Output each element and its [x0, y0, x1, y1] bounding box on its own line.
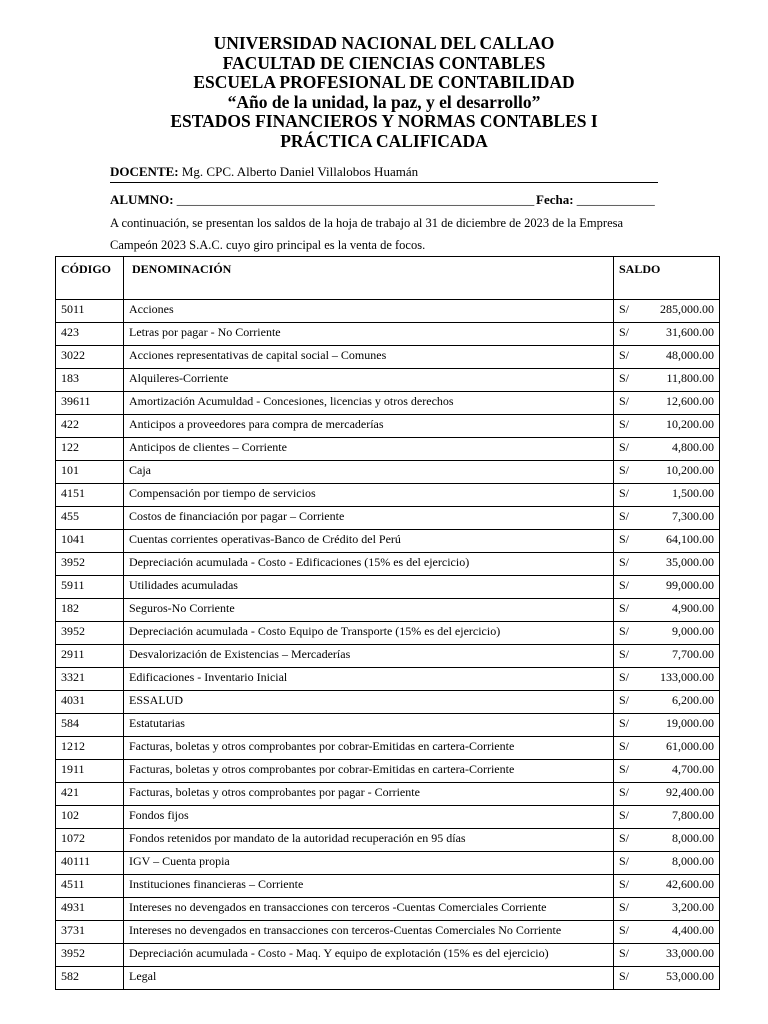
account-balance [614, 691, 720, 714]
account-name: Acciones representativas de capital social – Comunes [124, 346, 614, 369]
table-row [56, 944, 720, 967]
account-code: 3952 [56, 622, 124, 645]
balance-amount: 3,200.00 [672, 900, 714, 914]
docente-line [110, 164, 658, 183]
table-row [56, 668, 720, 691]
balance-amount: 10,200.00 [666, 463, 714, 477]
currency-symbol: S/ [619, 624, 630, 638]
account-name: Fondos fijos [124, 806, 614, 829]
balance-amount: 7,800.00 [672, 808, 714, 822]
account-balance [614, 829, 720, 852]
docente-label: DOCENTE: [110, 164, 179, 179]
docente-value: Mg. CPC. Alberto Daniel Villalobos Huamán [181, 164, 419, 179]
balance-amount: 285,000.00 [660, 302, 714, 316]
currency-symbol: S/ [619, 578, 630, 592]
balance-amount: 99,000.00 [666, 578, 714, 592]
account-balance [614, 944, 720, 967]
account-balance [614, 392, 720, 415]
account-name: Instituciones financieras – Corriente [124, 875, 614, 898]
account-name: Alquileres-Corriente [124, 369, 614, 392]
balance-amount: 33,000.00 [666, 946, 714, 960]
table-row [56, 714, 720, 737]
account-name: Costos de financiación por pagar – Corriente [124, 507, 614, 530]
table-row [56, 438, 720, 461]
account-balance [614, 530, 720, 553]
table-row [56, 415, 720, 438]
faculty-title: FACULTAD DE CIENCIAS CONTABLES [222, 52, 546, 73]
currency-symbol: S/ [619, 693, 630, 707]
table-row [56, 921, 720, 944]
account-code: 3952 [56, 944, 124, 967]
account-code: 4511 [56, 875, 124, 898]
table-row [56, 691, 720, 714]
table-row [56, 829, 720, 852]
balance-amount: 19,000.00 [666, 716, 714, 730]
account-balance [614, 438, 720, 461]
table-row [56, 300, 720, 323]
table-row [56, 622, 720, 645]
account-name: Cuentas corrientes operativas-Banco de Crédito del Perú [124, 530, 614, 553]
alumno-line [110, 192, 658, 208]
account-name: Desvalorización de Existencias – Mercaderías [124, 645, 614, 668]
account-name: Utilidades acumuladas [124, 576, 614, 599]
account-balance [614, 622, 720, 645]
account-name: Facturas, boletas y otros comprobantes por cobrar-Emitidas en cartera-Corriente [124, 760, 614, 783]
balance-amount: 7,300.00 [672, 509, 714, 523]
balance-amount: 7,700.00 [672, 647, 714, 661]
account-balance [614, 921, 720, 944]
currency-symbol: S/ [619, 647, 630, 661]
course-title: ESTADOS FINANCIEROS Y NORMAS CONTABLES I [170, 111, 598, 132]
table-row [56, 599, 720, 622]
currency-symbol: S/ [619, 417, 630, 431]
table-row [56, 967, 720, 990]
currency-symbol: S/ [619, 923, 630, 937]
account-code: 3952 [56, 553, 124, 576]
balance-amount: 1,500.00 [672, 486, 714, 500]
account-code: 1212 [56, 737, 124, 760]
account-balance [614, 300, 720, 323]
currency-symbol: S/ [619, 877, 630, 891]
table-row [56, 461, 720, 484]
account-balance [614, 323, 720, 346]
currency-symbol: S/ [619, 463, 630, 477]
currency-symbol: S/ [619, 762, 630, 776]
account-name: Caja [124, 461, 614, 484]
currency-symbol: S/ [619, 785, 630, 799]
fecha-blank: ____________ [576, 192, 655, 207]
currency-symbol: S/ [619, 670, 630, 684]
fecha-group [536, 192, 655, 208]
account-balance [614, 599, 720, 622]
balance-amount: 31,600.00 [666, 325, 714, 339]
table-row [56, 323, 720, 346]
table-row [56, 806, 720, 829]
account-balance [614, 668, 720, 691]
account-code: 1041 [56, 530, 124, 553]
account-name: Depreciación acumulada - Costo - Edificaciones (15% es del ejercicio) [124, 553, 614, 576]
table-row [56, 737, 720, 760]
account-code: 101 [56, 461, 124, 484]
account-code: 1072 [56, 829, 124, 852]
balance-amount: 64,100.00 [666, 532, 714, 546]
currency-symbol: S/ [619, 509, 630, 523]
table-row [56, 875, 720, 898]
currency-symbol: S/ [619, 900, 630, 914]
account-name: Letras por pagar - No Corriente [124, 323, 614, 346]
account-balance [614, 760, 720, 783]
currency-symbol: S/ [619, 440, 630, 454]
account-name: Facturas, boletas y otros comprobantes por cobrar-Emitidas en cartera-Corriente [124, 737, 614, 760]
currency-symbol: S/ [619, 831, 630, 845]
balance-amount: 11,800.00 [666, 371, 714, 385]
currency-symbol: S/ [619, 854, 630, 868]
account-balance [614, 346, 720, 369]
currency-symbol: S/ [619, 946, 630, 960]
account-balance [614, 553, 720, 576]
account-balance [614, 737, 720, 760]
account-name: Acciones [124, 300, 614, 323]
university-title: UNIVERSIDAD NACIONAL DEL CALLAO [213, 33, 555, 53]
balance-amount: 92,400.00 [666, 785, 714, 799]
currency-symbol: S/ [619, 348, 630, 362]
balance-amount: 9,000.00 [672, 624, 714, 638]
account-balance [614, 898, 720, 921]
fecha-label: Fecha: [536, 192, 574, 207]
account-balance [614, 415, 720, 438]
account-balance [614, 576, 720, 599]
account-name: Facturas, boletas y otros comprobantes por pagar - Corriente [124, 783, 614, 806]
table-row [56, 783, 720, 806]
currency-symbol: S/ [619, 486, 630, 500]
currency-symbol: S/ [619, 325, 630, 339]
school-title: ESCUELA PROFESIONAL DE CONTABILIDAD [193, 72, 575, 93]
balance-amount: 10,200.00 [666, 417, 714, 431]
balance-amount: 8,000.00 [672, 831, 714, 845]
codigo-header: CÓDIGO [56, 257, 124, 300]
account-code: 582 [56, 967, 124, 990]
account-balance [614, 875, 720, 898]
account-code: 4031 [56, 691, 124, 714]
currency-symbol: S/ [619, 371, 630, 385]
account-name: Anticipos a proveedores para compra de mercaderías [124, 415, 614, 438]
balance-amount: 35,000.00 [666, 555, 714, 569]
account-code: 3022 [56, 346, 124, 369]
account-name: Intereses no devengados en transacciones con terceros-Cuentas Comerciales No Corriente [124, 921, 614, 944]
account-code: 5911 [56, 576, 124, 599]
table-row [56, 576, 720, 599]
account-code: 584 [56, 714, 124, 737]
account-balance [614, 967, 720, 990]
table-row [56, 507, 720, 530]
account-balance [614, 461, 720, 484]
year-motto: “Año de la unidad, la paz, y el desarrollo” [227, 91, 541, 112]
balance-amount: 4,800.00 [672, 440, 714, 454]
table-row [56, 530, 720, 553]
table-row [56, 898, 720, 921]
balance-amount: 133,000.00 [660, 670, 714, 684]
account-code: 422 [56, 415, 124, 438]
table-row [56, 369, 720, 392]
account-name: Depreciación acumulada - Costo Equipo de Transporte (15% es del ejercicio) [124, 622, 614, 645]
account-name: Depreciación acumulada - Costo - Maq. Y equipo de explotación (15% es del ejercicio) [124, 944, 614, 967]
account-balance [614, 645, 720, 668]
account-name: Intereses no devengados en transacciones con terceros -Cuentas Comerciales Corriente [124, 898, 614, 921]
balance-amount: 4,400.00 [672, 923, 714, 937]
balance-amount: 61,000.00 [666, 739, 714, 753]
account-code: 102 [56, 806, 124, 829]
balance-amount: 42,600.00 [666, 877, 714, 891]
currency-symbol: S/ [619, 716, 630, 730]
account-name: Estatutarias [124, 714, 614, 737]
account-code: 423 [56, 323, 124, 346]
account-name: ESSALUD [124, 691, 614, 714]
account-code: 4931 [56, 898, 124, 921]
table-row [56, 852, 720, 875]
account-balance [614, 484, 720, 507]
account-code: 1911 [56, 760, 124, 783]
exam-title: PRÁCTICA CALIFICADA [280, 130, 488, 151]
account-name: IGV – Cuenta propia [124, 852, 614, 875]
balance-amount: 4,900.00 [672, 601, 714, 615]
account-code: 5011 [56, 300, 124, 323]
account-name: Seguros-No Corriente [124, 599, 614, 622]
account-code: 122 [56, 438, 124, 461]
currency-symbol: S/ [619, 302, 630, 316]
account-code: 421 [56, 783, 124, 806]
table-header-row [56, 257, 720, 300]
balance-amount: 4,700.00 [672, 762, 714, 776]
account-code: 3321 [56, 668, 124, 691]
account-code: 3731 [56, 921, 124, 944]
account-balance [614, 507, 720, 530]
account-balance [614, 714, 720, 737]
account-balance [614, 852, 720, 875]
table-row [56, 392, 720, 415]
table-row [56, 553, 720, 576]
intro-paragraph: A continuación, se presentan los saldos de la hoja de trabajo al 31 de diciembre de 2023 de la Empresa Campeón 2023 S.A.C. cuyo giro principal es la venta de focos. [110, 216, 624, 252]
account-code: 2911 [56, 645, 124, 668]
account-name: Amortización Acumuldad - Concesiones, licencias y otros derechos [124, 392, 614, 415]
account-code: 40111 [56, 852, 124, 875]
account-name: Edificaciones - Inventario Inicial [124, 668, 614, 691]
account-code: 4151 [56, 484, 124, 507]
currency-symbol: S/ [619, 601, 630, 615]
balance-amount: 48,000.00 [666, 348, 714, 362]
table-row [56, 645, 720, 668]
currency-symbol: S/ [619, 969, 630, 983]
account-code: 39611 [56, 392, 124, 415]
account-balance [614, 806, 720, 829]
currency-symbol: S/ [619, 532, 630, 546]
account-balance [614, 783, 720, 806]
currency-symbol: S/ [619, 739, 630, 753]
currency-symbol: S/ [619, 808, 630, 822]
account-code: 182 [56, 599, 124, 622]
account-name: Anticipos de clientes – Corriente [124, 438, 614, 461]
currency-symbol: S/ [619, 394, 630, 408]
table-row [56, 484, 720, 507]
saldo-header: SALDO [614, 257, 720, 300]
balance-amount: 6,200.00 [672, 693, 714, 707]
document-header [0, 34, 768, 152]
table-row [56, 760, 720, 783]
balances-table [55, 256, 720, 990]
balance-amount: 8,000.00 [672, 854, 714, 868]
alumno-blank: _______________________________________________________ [176, 192, 535, 207]
account-balance [614, 369, 720, 392]
alumno-label: ALUMNO: [110, 192, 174, 207]
table-row [56, 346, 720, 369]
balance-amount: 12,600.00 [666, 394, 714, 408]
currency-symbol: S/ [619, 555, 630, 569]
denominacion-header: DENOMINACIÓN [124, 257, 614, 300]
account-name: Fondos retenidos por mandato de la autoridad recuperación en 95 días [124, 829, 614, 852]
account-code: 455 [56, 507, 124, 530]
balance-amount: 53,000.00 [666, 969, 714, 983]
account-name: Compensación por tiempo de servicios [124, 484, 614, 507]
account-name: Legal [124, 967, 614, 990]
account-code: 183 [56, 369, 124, 392]
